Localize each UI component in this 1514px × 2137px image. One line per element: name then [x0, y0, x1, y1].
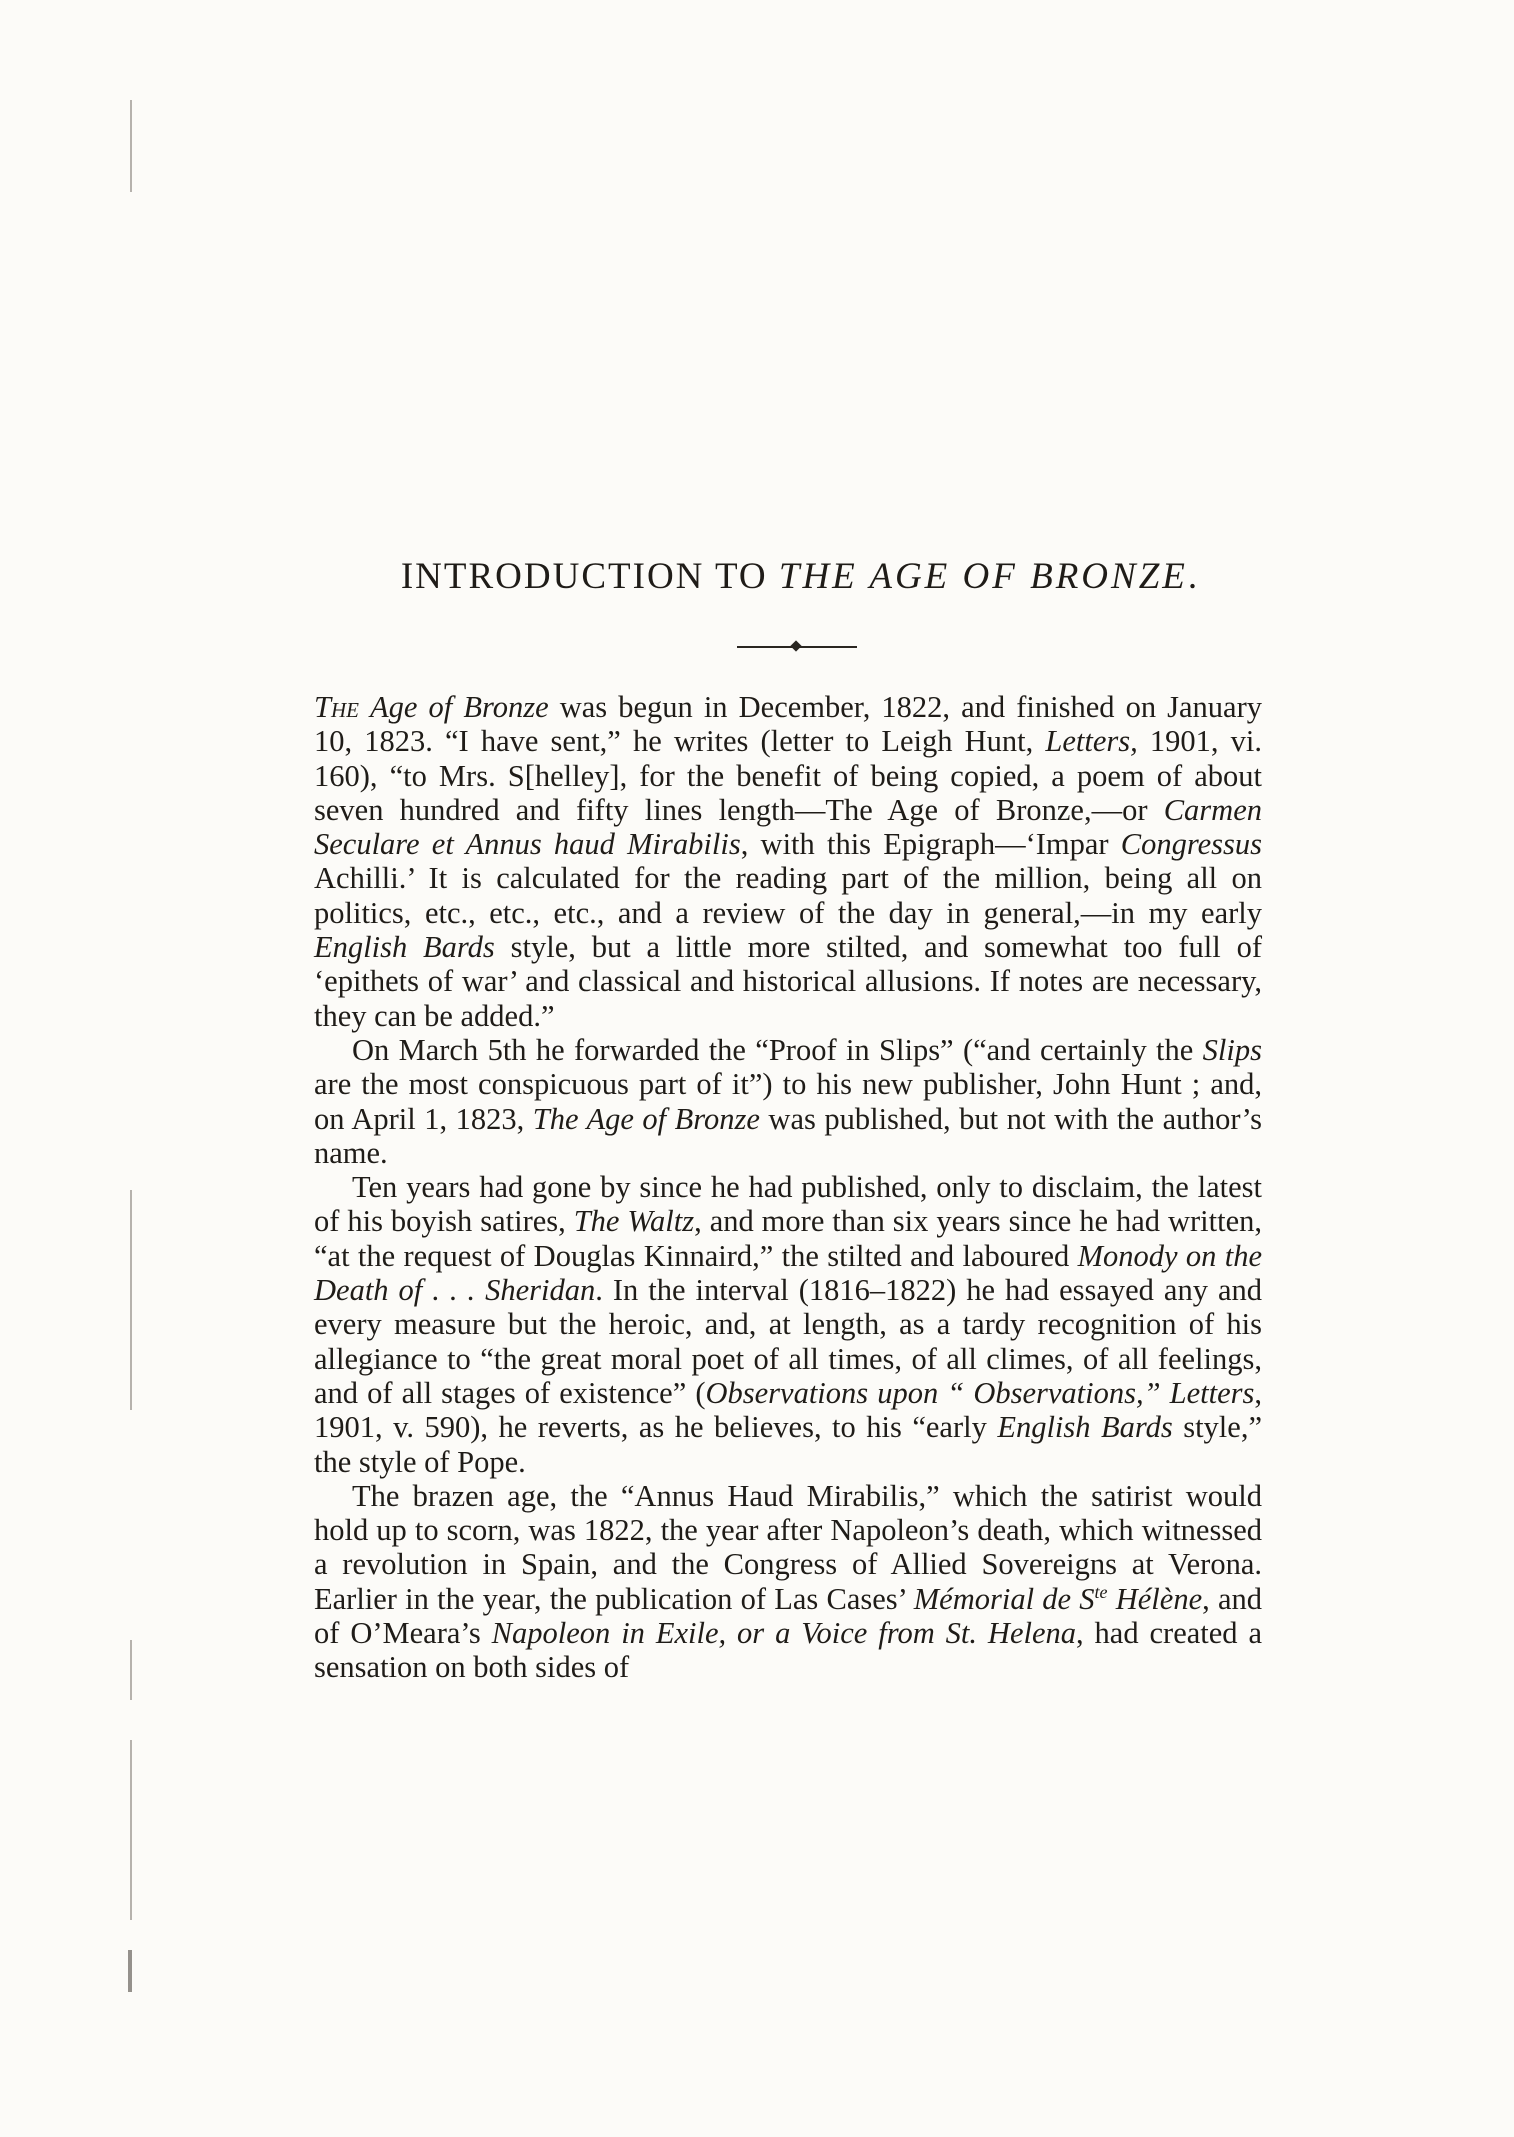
text-run: The brazen age, the “Annus Haud Mirabilis,” which the satirist would hold up to scorn, was 1822, the year after Napoleon’s death, which witnessed a revolution in Spain, and the Congress of Allied Sovereigns at Verona. Earlier in the year, the publication of Las Cases’: [314, 1478, 1262, 1616]
text-run: English Bards: [314, 930, 495, 965]
text-run: Achilli.’ It is calculated for the reading part of the million, being all on politics, etc., etc., etc., and a review of the day in general,—in my early: [314, 861, 1262, 930]
binding-shadow-mark: [130, 1190, 132, 1410]
text-run: Ten years had gone by since he had published, only to disclaim, the latest of his boyish satires,: [314, 1170, 1262, 1239]
text-run: English Bards: [997, 1410, 1173, 1445]
text-run: The Age of Bronze: [532, 1101, 760, 1136]
text-run: [359, 690, 370, 724]
text-run: Congressus: [1120, 827, 1263, 862]
paragraph-3: [314, 1170, 1262, 1479]
paragraph-2: [314, 1033, 1262, 1170]
chapter-heading: [310, 555, 1290, 598]
binding-shadow-mark: [130, 100, 132, 192]
text-run: Age of Bronze: [370, 690, 549, 724]
text-run: Hélène: [1107, 1581, 1203, 1616]
text-run: Slips: [1202, 1032, 1262, 1067]
paragraph-1: [314, 690, 1262, 1033]
text-run: , and of O’Meara’s: [314, 1581, 1263, 1651]
paragraph-4: [314, 1479, 1262, 1685]
text-run: Mémorial de S: [913, 1581, 1095, 1616]
text-run: style,” the style of Pope.: [314, 1410, 1262, 1479]
text-run: . In the interval (1816–1822) he had essayed any and every measure but the heroic, and, at length, as a tardy recognition of his allegiance to “the great moral poet of all times, of all climes, of all feelings, and of all stages of existence” (: [314, 1273, 1262, 1410]
binding-shadow-mark: [128, 1950, 132, 1992]
text-run: Letters,: [1045, 724, 1138, 759]
text-run: , with this Epigraph—‘Impar: [740, 827, 1121, 862]
text-run: Monody on the Death of . . . Sheridan: [314, 1238, 1262, 1308]
heading-prefix: INTRODUCTION TO: [400, 556, 768, 597]
text-run: was begun in December, 1822, and finished on January 10, 1823. “I have sent,” he writes (letter to Leigh Hunt,: [314, 690, 1262, 759]
text-run: The: [314, 690, 359, 724]
heading-suffix: .: [1187, 556, 1200, 597]
ornamental-rule-diamond: [790, 640, 801, 651]
text-run: Carmen Seculare et Annus haud Mirabilis: [314, 792, 1262, 862]
text-run: , had created a sensation on both sides of: [314, 1616, 1262, 1685]
binding-shadow-mark: [130, 1640, 132, 1700]
text-run: Observations upon “ Observations,” Letters: [705, 1375, 1255, 1410]
text-run: was published, but not with the author’s name.: [314, 1101, 1262, 1170]
text-run: 1901, vi. 160), “to Mrs. S[helley], for the benefit of being copied, a poem of about seven hundred and fifty lines length—The Age of Bronze,—or: [314, 724, 1263, 827]
text-run: style, but a little more stilted, and somewhat too full of ‘epithets of war’ and classical and historical allusions. If notes are necessary, they can be added.”: [314, 930, 1262, 1033]
text-run: , 1901, v. 590), he reverts, as he believes, to his “early: [314, 1375, 1262, 1445]
text-run: Napoleon in Exile, or a Voice from St. Helena: [491, 1616, 1076, 1651]
body-text: [314, 690, 1262, 1685]
text-run: The Waltz: [573, 1204, 695, 1239]
text-run: , and more than six years since he had written, “at the request of Douglas Kinnaird,” the stilted and laboured: [314, 1204, 1263, 1273]
binding-shadow-mark: [130, 1740, 132, 1920]
text-run: are the most conspicuous part of it”) to his new publisher, John Hunt ; and, on April 1, 1823,: [314, 1067, 1262, 1136]
heading-title: THE AGE OF BRONZE: [778, 556, 1188, 597]
text-run: On March 5th he forwarded the “Proof in Slips” (“and certainly the: [352, 1032, 1203, 1067]
text-run: te: [1094, 1581, 1108, 1602]
